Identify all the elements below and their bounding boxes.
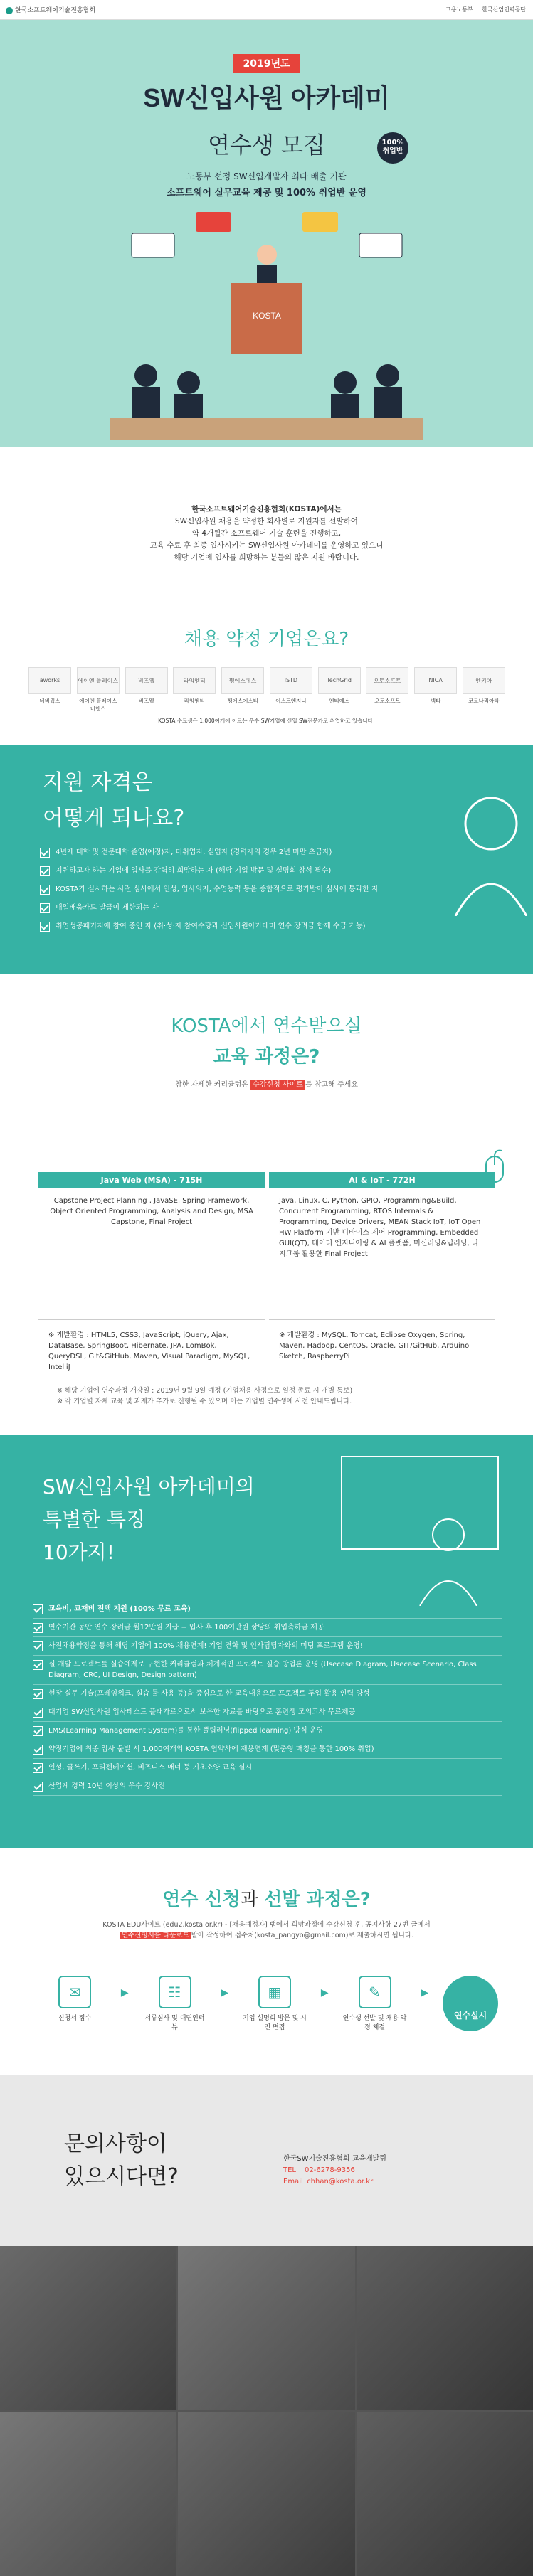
- checkbox-icon: [40, 848, 50, 858]
- feature-item: 연수기간 동안 연수 장려금 월12만원 지급 + 입사 후 100여만원 상당의 취업축하금 제공: [33, 1619, 502, 1637]
- eligibility-section: [0, 745, 533, 974]
- ai-course-head: AI & IoT - 772H: [269, 1172, 495, 1188]
- java-dev-env: ※ 개발환경 : HTML5, CSS3, JavaScript, jQuery, Ajax, DataBase, SpringBoot, Hibernate, JPA, LomBok, QueryDSL, Git&GitHub, Maven, Visual Paradigm, MySQL, IntelliJ: [48, 1331, 250, 1371]
- sponsor-logos: [438, 6, 526, 14]
- partner-logo: 라임엠티: [173, 667, 216, 694]
- hero-desc-1: 노동부 선정 SW신입개발자 최다 배출 기관: [186, 171, 347, 181]
- eligibility-title: 지원 자격은 어떻게 되나요?: [43, 770, 185, 831]
- partner-logo: ISTD: [270, 667, 312, 694]
- feature-item: LMS(Learning Management System)를 통한 플립러닝(flipped learning) 방식 운영: [33, 1722, 502, 1740]
- partner-logo: 쨍에스에스: [221, 667, 264, 694]
- partner-logo: 오토소프트: [366, 667, 408, 694]
- application-icon: ✉: [58, 1976, 91, 2008]
- checkbox-icon: [40, 885, 50, 895]
- process-step: ✎ 연수생 선발 및 채용 약정 체결: [343, 1976, 407, 2033]
- partner-name: 쨍에스에스티: [227, 698, 258, 704]
- feature-item: 약정기업에 최종 입사 불발 시 1,000여개의 KOSTA 협약사에 재용연계 (맞춤형 매칭을 통한 100% 취업): [33, 1740, 502, 1759]
- courses-title-2: 교육 과정은?: [213, 1046, 320, 1068]
- feature-item: 교육비, 교재비 전액 지원 (100% 무료 교육): [33, 1600, 502, 1619]
- teacher-illustration: [334, 1449, 505, 1606]
- partner-logos: [28, 667, 505, 694]
- checkbox-icon: [33, 1660, 43, 1670]
- hero-banner: [0, 20, 533, 447]
- contact-info: 한국SW기술진흥협회 교육개발팀 TEL 02-6278-9356 Email chhan@kosta.or.kr: [283, 2155, 386, 2186]
- process-step: ▦ 기업 설명회 방문 및 시전 면접: [243, 1976, 307, 2033]
- checkbox-icon: [40, 866, 50, 876]
- contact-question: 문의사항이 있으시다면?: [64, 2131, 179, 2189]
- process-title: 연수 신청과 선발 과정은?: [162, 1889, 371, 1910]
- checkbox-icon: [33, 1689, 43, 1699]
- arrow-icon: ▶: [320, 1987, 329, 1998]
- partner-name: 엔티에스: [329, 698, 350, 704]
- partner-logo: NICA: [414, 667, 457, 694]
- blackboard: [342, 1457, 498, 1549]
- contact-email[interactable]: chhan@kosta.or.kr: [307, 2178, 374, 2186]
- desk: [110, 418, 423, 440]
- hero-subtitle: 연수생 모집: [208, 132, 325, 159]
- partner-name: 네비웍스: [39, 698, 60, 704]
- eligibility-item: KOSTA가 실시하는 사전 심사에서 인성, 입사의지, 수업능력 등을 종합적으로 평가받아 심사에 통과한 자: [40, 880, 460, 899]
- classroom-photo: [357, 2246, 533, 2410]
- classroom-illustration: [89, 205, 445, 440]
- checkbox-icon: [33, 1726, 43, 1736]
- classroom-photos: [0, 2246, 533, 2576]
- classroom-photo: [178, 2412, 354, 2576]
- partner-name: 비즈웰: [138, 698, 154, 704]
- company-briefing-icon: ▦: [258, 1976, 291, 2008]
- feature-item: 인성, 글쓰기, 프리젠테이션, 비즈니스 매너 등 기초소양 교육 실시: [33, 1759, 502, 1777]
- courses-footer: ※ 해당 기업에 연수과정 개강일 : 2019년 9월 9일 예정 (기업채용 사정으로 일정 종료 시 개별 통보) ※ 각 기업별 자체 교육 및 과제가 추가로 진행될 수 있으며 이는 기업별 연수생에 사전 안내드립니다.: [57, 1387, 353, 1405]
- partner-logo: 에이엔 플레이스: [77, 667, 120, 694]
- checkbox-icon: [33, 1745, 43, 1755]
- intro-line: SW신입사원 채용을 약정한 회사별로 지원자를 선발하여: [175, 517, 358, 526]
- eligibility-item: 내일배움카드 발급이 제한되는 자: [40, 899, 460, 917]
- eligibility-item: 지원하고자 하는 기업에 입사를 강력히 희망하는 자 (해당 기업 방문 및 설명회 참석 필수): [40, 862, 460, 880]
- intro-line: 해당 기업에 입사를 희망하는 분들의 많은 지원 바랍니다.: [174, 553, 359, 562]
- courses-note: 참한 자세한 커리큘럼은 수강신청 사이트 를 참고해 주세요: [175, 1081, 358, 1089]
- partner-logo: aworks: [28, 667, 71, 694]
- interview-icon: ☷: [159, 1976, 191, 2008]
- java-course-body: Capstone Project Planning , JavaSE, Spring Framework, Object Oriented Programming, Analysis and Design, MSA Capstone, Final Project: [38, 1188, 265, 1320]
- feature-item: 산업계 경력 10년 이상의 우수 강사진: [33, 1777, 502, 1796]
- org-logo[interactable]: 한국소프트웨어기술진흥협회: [6, 5, 95, 14]
- partner-name: 넥타: [430, 698, 441, 704]
- partner-name: 오토소프트: [374, 698, 401, 704]
- partner-name: 이스트엔지니: [275, 698, 307, 704]
- ai-dev-env: ※ 개발환경 : MySQL, Tomcat, Eclipse Oxygen, Spring, Maven, Hadoop, CentOS, Oracle, GIT/GitHub, Arduino Sketch, RaspberryPi: [279, 1331, 470, 1361]
- features-section: [0, 1435, 533, 1848]
- course-site-link[interactable]: 수강신청 사이트: [250, 1080, 305, 1090]
- feature-item: 실 개발 프로젝트를 실습예제로 구현한 커리큘럼과 체계적인 프로젝트 실습 방법론 운영 (Usecase Diagram, Usecase Scenario, Class Diagram, CRC, UI Design, Design pattern): [33, 1656, 502, 1685]
- partner-name: 에이엔 플레이스 비엔스: [79, 698, 117, 712]
- arrow-icon: ▶: [120, 1987, 129, 1998]
- partner-names: [28, 697, 505, 713]
- process-steps: [43, 1976, 498, 2033]
- ministry-logo: 고용노동부: [445, 6, 473, 13]
- java-course-box: [38, 1172, 265, 1373]
- form-download-link[interactable]: 연수신청서를 다운로드: [120, 1932, 191, 1939]
- features-title: SW신입사원 아카데미의 특별한 특징 10가지!: [43, 1475, 255, 1564]
- employment-100-badge: 100% 취업반: [377, 132, 408, 164]
- podium-label: KOSTA: [253, 311, 281, 321]
- speech-bubble-icon: [302, 212, 338, 232]
- courses-title-1: KOSTA에서 연수받으실: [171, 1016, 362, 1037]
- ai-course-body: Java, Linux, C, Python, GPIO, Programming&Build, Concurrent Programming, RTOS Internals & Programming, Device Drivers, MEAN Stack IoT, IoT Open HW Platform 기반 디바이스 제어 Programming, Embedded GUI(QT), 데이터 엔지니어링 & AI 플랫폼, 머신러닝&딥러닝, 라지그룹 활용한 Final Project: [269, 1188, 495, 1320]
- top-header: [0, 0, 533, 20]
- contact-section: [0, 2075, 533, 2246]
- eligibility-list: [40, 843, 460, 936]
- checkbox-icon: [33, 1623, 43, 1633]
- partner-companies-section: [0, 617, 533, 745]
- intro-line: 약 4개월간 소프트웨어 기술 훈련을 진행하고,: [191, 529, 342, 538]
- checkbox-icon: [33, 1641, 43, 1651]
- hero-title: SW신입사원 아카데미: [143, 83, 390, 112]
- partners-footer: KOSTA 수료생은 1,000여개에 이르는 우수 SW기업에 신입 SW전문가로 취업하고 있습니다!: [158, 718, 375, 724]
- partner-logo: 엔키아: [463, 667, 505, 694]
- checkbox-icon: [33, 1763, 43, 1773]
- partner-logo: 비즈웰: [125, 667, 168, 694]
- training-start-badge: 연수실시: [443, 1976, 498, 2031]
- hero-desc-2: 소프트웨어 실무교육 제공 및 100% 취업반 운영: [167, 188, 366, 198]
- courses-section: [0, 974, 533, 1435]
- presenter-body: [257, 265, 277, 286]
- checkbox-icon: [33, 1782, 43, 1792]
- process-step: ☷ 서류심사 및 대면인터뷰: [143, 1976, 207, 2033]
- classroom-photo: [0, 2246, 176, 2410]
- kosta-logo-icon: [6, 7, 13, 14]
- classroom-photo: [178, 2246, 354, 2410]
- features-list: [33, 1600, 502, 1796]
- arrow-icon: ▶: [421, 1987, 429, 1998]
- feature-item: 대기업 SW신입사원 입사테스트 플래가르으로서 보유한 자료를 바탕으로 훈련생 모의고사 무료제공: [33, 1703, 502, 1722]
- speech-bubble-icon: [196, 212, 231, 232]
- java-course-head: Java Web (MSA) - 715H: [38, 1172, 265, 1188]
- speech-bubble-icon: [132, 233, 174, 257]
- intro-line: 한국소프트웨어기술진흥협회(KOSTA)에서는: [191, 505, 342, 513]
- process-step: ✉ 신청서 접수: [43, 1976, 107, 2023]
- feature-item: 현장 실무 기술(프레임워크, 실습 툴 사용 등)을 중심으로 한 교육내용으로 프로젝트 투입 활용 인력 양성: [33, 1685, 502, 1703]
- checkbox-icon: [33, 1708, 43, 1718]
- ai-course-box: [269, 1172, 495, 1362]
- partner-name: 코로나리아타: [468, 698, 500, 704]
- intro-line: 교육 수료 후 최종 입사시키는 SW신입사원 아카데미를 운영하고 있으니: [149, 541, 384, 550]
- classroom-photo: [357, 2412, 533, 2576]
- presenter-head: [257, 245, 277, 265]
- contact-org: 한국SW기술진흥협회 교육개발팀: [283, 2155, 386, 2163]
- agreement-icon: ✎: [359, 1976, 391, 2008]
- contact-tel[interactable]: 02-6278-9356: [305, 2166, 355, 2174]
- partner-logo: TechGrid: [318, 667, 361, 694]
- process-section: [0, 1848, 533, 2075]
- year-badge: 2019년도: [233, 54, 300, 73]
- intro-section: [0, 447, 533, 617]
- eligibility-item: 취업성공패키지에 참여 중인 자 (취·성·재 참여수당과 신입사원아카데미 연수 장려금 함께 수급 가능): [40, 917, 460, 936]
- process-note: KOSTA EDU사이트 (edu2.kosta.or.kr) - [채용예정자] 탭에서 희망과정에 수강신청 후, 공지사항 27번 글에서 연수신청서를 다운로드 받아 작성하여 접수처(kosta_pangyo@gmail.com)로 제출하시면 됩니다.: [102, 1921, 431, 1939]
- partner-name: 라임엠티: [184, 698, 205, 704]
- eligibility-item: 4년제 대학 및 전문대학 졸업(예정)자, 미취업자, 실업자 (경력자의 경우 2년 미만 초급자): [40, 843, 460, 862]
- checkbox-icon: [33, 1604, 43, 1614]
- checkbox-icon: [40, 903, 50, 913]
- classroom-photo: [0, 2412, 176, 2576]
- feature-item: 사전채용약정을 통해 해당 기업에 100% 채용연계! 기업 견학 및 인사담당자와의 미팅 프로그램 운영!: [33, 1637, 502, 1656]
- checkbox-icon: [40, 922, 50, 932]
- agency-logo: 한국산업인력공단: [482, 6, 526, 13]
- speech-bubble-icon: [359, 233, 402, 257]
- partners-title: 채용 약정 기업은요?: [184, 629, 349, 650]
- arrow-icon: ▶: [221, 1987, 229, 1998]
